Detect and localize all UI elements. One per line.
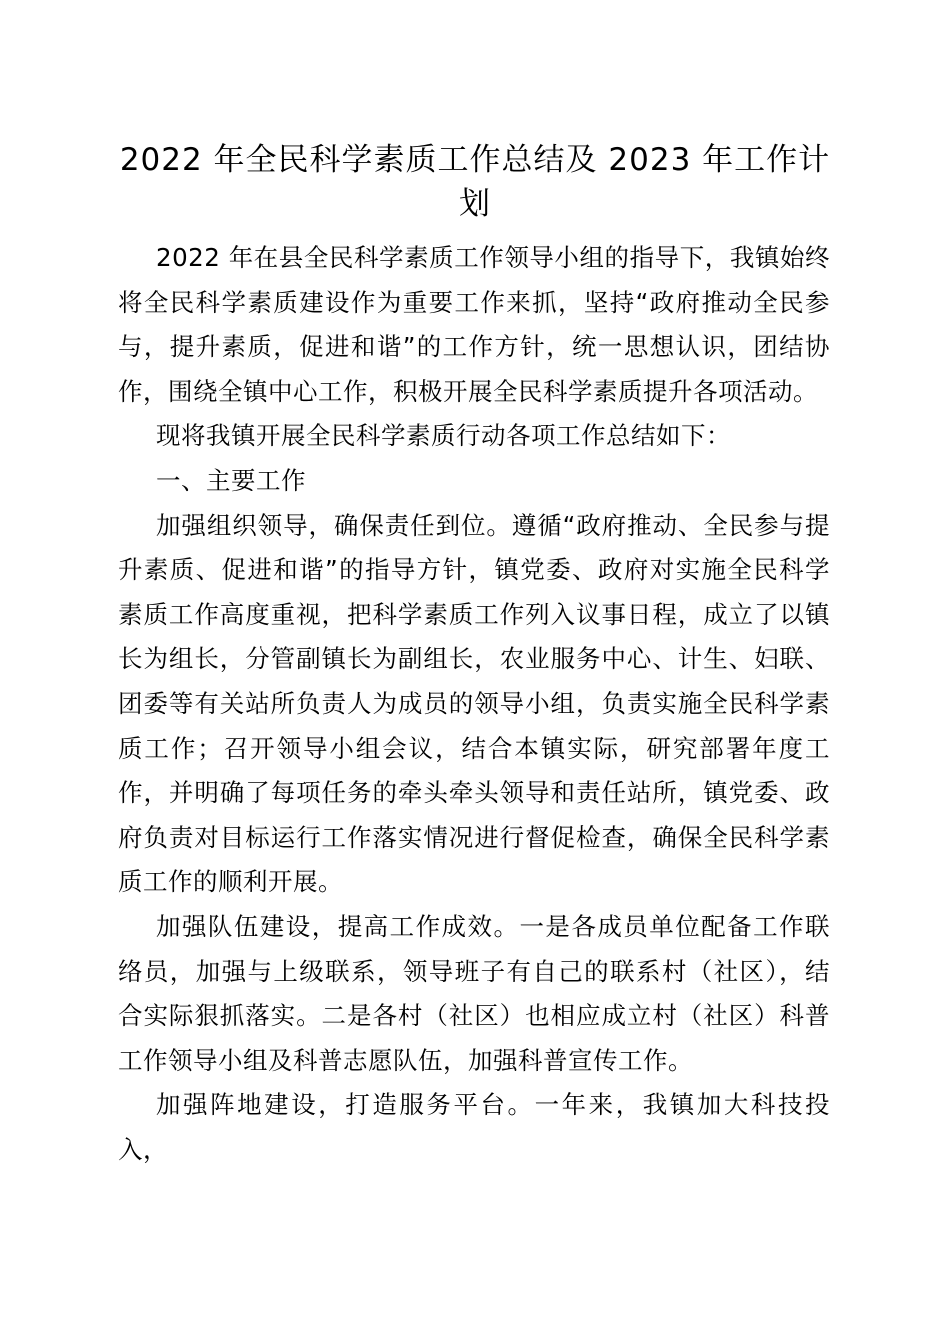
- paragraph-platform: 加强阵地建设，打造服务平台。一年来，我镇加大科技投入，: [118, 1090, 830, 1164]
- paragraph-team-building: 加强队伍建设，提高工作成效。一是各成员单位配备工作联络员，加强与上级联系，领导班子有自己的联系村（社区），结合实际狠抓落实。二是各村（社区）也相应成立村（社区）科普工作领导小组及科普志愿队伍，加强科普宣传工作。: [118, 911, 830, 1075]
- document-body: [118, 236, 830, 1172]
- document-title: 2022 年全民科学素质工作总结及 2023 年工作计划: [119, 142, 831, 222]
- paragraph-intro: 2022 年在县全民科学素质工作领导小组的指导下，我镇始终将全民科学素质建设作为重要工作来抓，坚持“政府推动全民参与，提升素质，促进和谐”的工作方针，统一思想认识，团结协作，围绕全镇中心工作，积极开展全民科学素质提升各项活动。: [118, 243, 830, 406]
- paragraph-organization: 加强组织领导，确保责任到位。遵循“政府推动、全民参与提升素质、促进和谐”的指导方针，镇党委、政府对实施全民科学素质工作高度重视，把科学素质工作列入议事日程，成立了以镇长为组长，分管副镇长为副组长，农业服务中心、计生、妇联、团委等有关站所负责人为成员的领导小组，负责实施全民科学素质工作；召开领导小组会议，结合本镇实际，研究部署年度工作，并明确了每项任务的牵头牵头领导和责任站所，镇党委、政府负责对目标运行工作落实情况进行督促检查，确保全民科学素质工作的顺利开展。: [118, 510, 830, 897]
- section-heading-main-work: 一、主要工作: [156, 465, 306, 495]
- paragraph-summary-lead: 现将我镇开展全民科学素质行动各项工作总结如下：: [156, 421, 731, 451]
